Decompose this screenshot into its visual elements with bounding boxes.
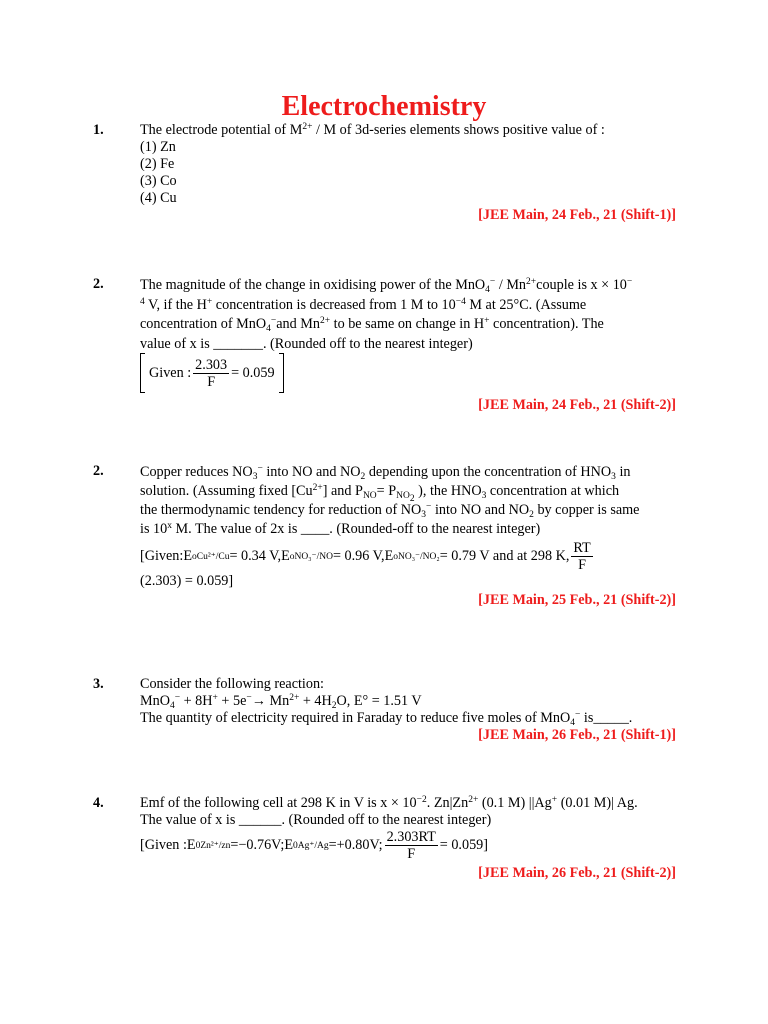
question-line: Copper reduces $NO_3^-$ into NO and $NO_2$ depending upon the concentration of $HNO_3$ in xyxy=(140,464,631,482)
option-4: (4) Cu xyxy=(140,190,177,206)
option-2: (2) Fe xyxy=(140,156,175,172)
question-line: value of x is _______. (Rounded off to the nearest integer) xyxy=(140,335,473,352)
question-5 xyxy=(140,795,676,829)
question-source: [JEE Main, 26 Feb., 21 (Shift-2)] xyxy=(478,865,676,881)
question-4 xyxy=(140,676,676,727)
question-number: 4. xyxy=(93,795,104,811)
fraction: $\frac{2.303}{F}$ xyxy=(195,356,228,390)
given-formula: Given : $\frac{2.303}{F}$ = 0.059 xyxy=(140,353,284,393)
fraction: $\frac{RT}{F}$ xyxy=(573,540,591,573)
given-values: [Given: E o Cu²⁺/Cu = 0.34 V, E o NO₃⁻/NO = 0.96 V, E o NO₃⁻/NO₂ = 0.79 V and at 298 K, $\frac{RT}{F}$ (2.303) = 0.059] xyxy=(140,540,591,589)
option-3: (3) Co xyxy=(140,173,177,189)
question-line: solution. (Assuming fixed $[Cu^{2+}]$ and $P_{NO}= P_{NO_2}$ ), the $HNO_3$ concentration at which xyxy=(140,483,620,504)
question-line: $MnO_4^- + 8H^+ + 5e^-\to Mn^{2+} + 4H_2O$, E° = 1.51 V xyxy=(140,693,422,711)
question-source: [JEE Main, 24 Feb., 21 (Shift-2)] xyxy=(478,397,676,413)
question-number: 2. xyxy=(93,463,104,479)
given-values: [Given : E 0 Zn²⁺/zn =−0.76V; E 0 Ag⁺/Ag =+0.80V; $\frac{2.303RT}{F}$ = 0.059] xyxy=(140,829,488,862)
question-number: 1. xyxy=(93,122,104,138)
question-text: The electrode potential of $M^{2+}$ / M of 3d-series elements shows positive value of : xyxy=(140,122,605,138)
question-number: 2. xyxy=(93,276,104,292)
question-source: [JEE Main, 24 Feb., 21 (Shift-1)] xyxy=(478,207,676,223)
question-source: [JEE Main, 25 Feb., 21 (Shift-2)] xyxy=(478,592,676,608)
question-3 xyxy=(140,463,676,539)
question-line: concentration of MnO$_4$−and $Mn^{2+}$ to be same on change in H+ concentration). The xyxy=(140,316,604,334)
question-1 xyxy=(140,122,676,207)
question-line: $^4$ V, if the H+ concentration is decreased from 1 M to $10^{-4}$ M at 25°C. (Assume xyxy=(140,296,587,313)
question-2 xyxy=(140,276,676,354)
question-number: 3. xyxy=(93,676,104,692)
question-line: the thermodynamic tendency for reduction of $NO_3^-$ into NO and $NO_2$ by copper is same xyxy=(140,502,640,520)
question-line: is 10$^x$ M. The value of 2x is ____. (Rounded-off to the nearest integer) xyxy=(140,521,541,537)
question-source: [JEE Main, 26 Feb., 21 (Shift-1)] xyxy=(478,727,676,743)
fraction: $\frac{2.303RT}{F}$ xyxy=(386,829,436,862)
option-1: (1) Zn xyxy=(140,139,176,155)
question-line: Consider the following reaction: xyxy=(140,676,325,692)
question-line: Emf of the following cell at 298 K in V is $x \times 10^{-2}$. $Zn|Zn^{2+}$ (0.1 M) ||Ag+ (0.01 M)| Ag. xyxy=(140,795,638,811)
question-line: The quantity of electricity required in Faraday to reduce five moles of MnO$_4$− is_____. xyxy=(140,710,633,728)
question-line: The magnitude of the change in oxidising power of the $MnO_4^- / Mn^{2+}couple$ is x × 10− xyxy=(140,277,633,295)
page-title: Electrochemistry xyxy=(281,91,487,122)
question-line: The value of x is ______. (Rounded off to the nearest integer) xyxy=(140,812,492,828)
